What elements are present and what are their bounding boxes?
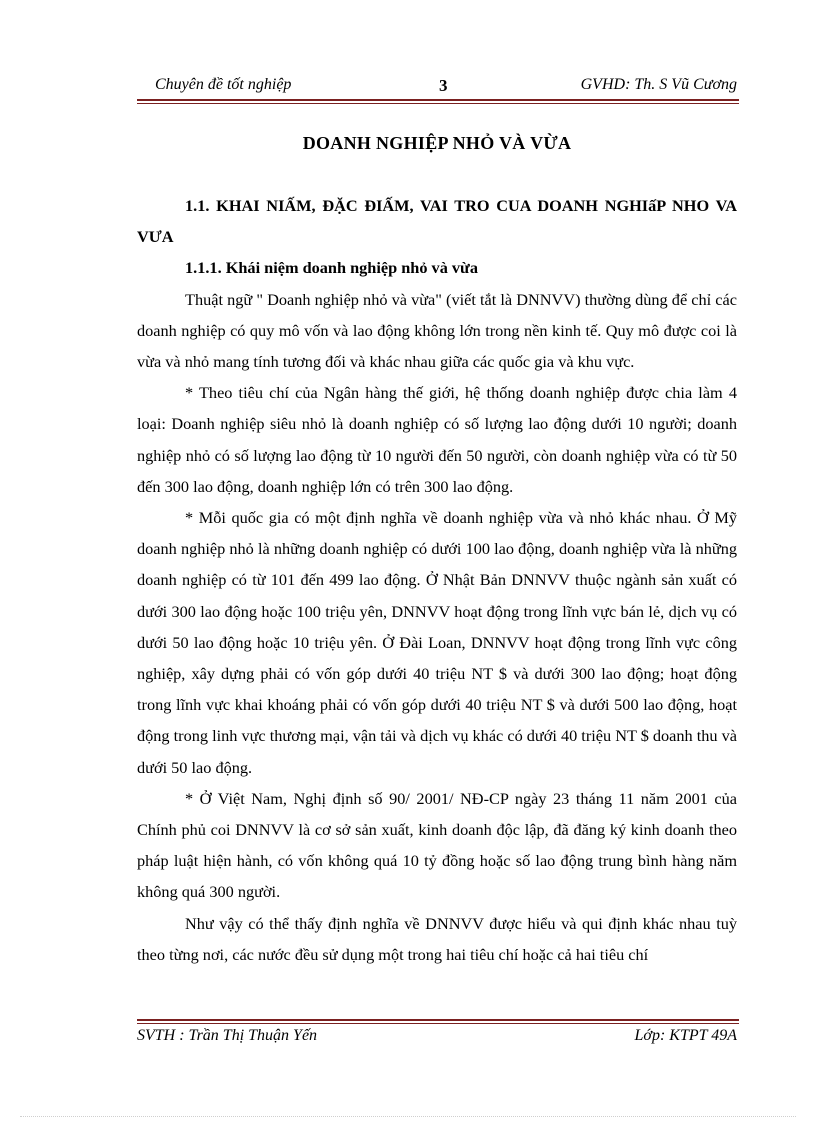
page-title: DOANH NGHIỆP NHỎ VÀ VỪA xyxy=(302,133,572,153)
paragraph: Thuật ngữ " Doanh nghiệp nhỏ và vừa" (viết tắt là DNNVV) thường dùng để chỉ các doanh nghiệp có quy mô vốn và lao động không lớn trong nền kinh tế. Quy mô được coi là vừa và nhỏ mang tính tương đối và khác nhau giữa các quốc gia và khu vực. xyxy=(137,289,737,372)
subsection-heading: 1.1.1. Khái niệm doanh nghiệp nhỏ và vừa xyxy=(185,258,478,278)
paragraph: * Theo tiêu chí của Ngân hàng thế giới, hệ thống doanh nghiệp được chia làm 4 loại: Doanh nghiệp siêu nhỏ là doanh nghiệp có số lượng lao động dưới 10 người; doanh nghiệp nhỏ có số lượng lao động từ 10 người đến 50 người, còn doanh nghiệp vừa có từ 50 đến 300 lao động, doanh nghiệp lớn có trên 300 lao động. xyxy=(137,383,737,496)
header-divider xyxy=(137,99,739,104)
paragraph: * Ở Việt Nam, Nghị định số 90/ 2001/ NĐ-CP ngày 23 tháng 11 năm 2001 của Chính phủ coi DNNVV là cơ sở sản xuất, kinh doanh độc lập, đã đăng ký kinh doanh theo pháp luật hiện hành, có vốn không quá 10 tỷ đồng hoặc số lao động trung bình hàng năm không quá 300 người. xyxy=(137,788,737,902)
page-header xyxy=(137,72,737,96)
footer-class: Lớp: KTPT 49A xyxy=(634,1027,737,1044)
document-body xyxy=(137,190,737,970)
page-number: 3 xyxy=(439,76,448,95)
footer-divider xyxy=(137,1019,739,1024)
paragraph: * Mỗi quốc gia có một định nghĩa về doanh nghiệp vừa và nhỏ khác nhau. Ở Mỹ doanh nghiệp nhỏ là những doanh nghiệp có dưới 100 lao động, doanh nghiệp vừa là những doanh nghiệp có từ 101 đến 499 lao động. Ở Nhật Bản DNNVV thuộc ngành sản xuất có dưới 300 lao động hoặc 100 triệu yên, DNNVV hoạt động trong lĩnh vực bán lẻ, dịch vụ có dưới 50 lao động hoặc 10 triệu yên. Ở Đài Loan, DNNVV hoạt động trong lĩnh vực công nghiệp, xây dựng phải có vốn góp dưới 40 triệu NT $ và dưới 300 lao động; hoạt động trong lĩnh vực khai khoáng phải có vốn góp dưới 40 triệu NT $ và dưới 500 lao động, hoạt động trong linh vực thương mại, vận tải và dịch vụ khác có dưới 40 triệu NT $ doanh thu và dưới 50 lao động. xyxy=(137,508,738,777)
footer-student: SVTH : Trần Thị Thuận Yến xyxy=(137,1027,318,1044)
section-heading: 1.1. KHAI NIẤM, ĐẶC ĐIẤM, VAI TRO CUA DOANH NGHIấP NHO VA VƯA xyxy=(137,196,737,247)
header-thesis-label: Chuyên đề tốt nghiệp xyxy=(155,76,292,93)
header-supervisor: GVHD: Th. S Vũ Cương xyxy=(580,76,737,93)
paragraph: Như vậy có thể thấy định nghĩa về DNNVV được hiểu và qui định khác nhau tuỳ theo từng nơi, các nước đều sử dụng một trong hai tiêu chí hoặc cả hai tiêu chí xyxy=(137,913,737,964)
page-bottom-dotted-line xyxy=(20,1116,796,1117)
